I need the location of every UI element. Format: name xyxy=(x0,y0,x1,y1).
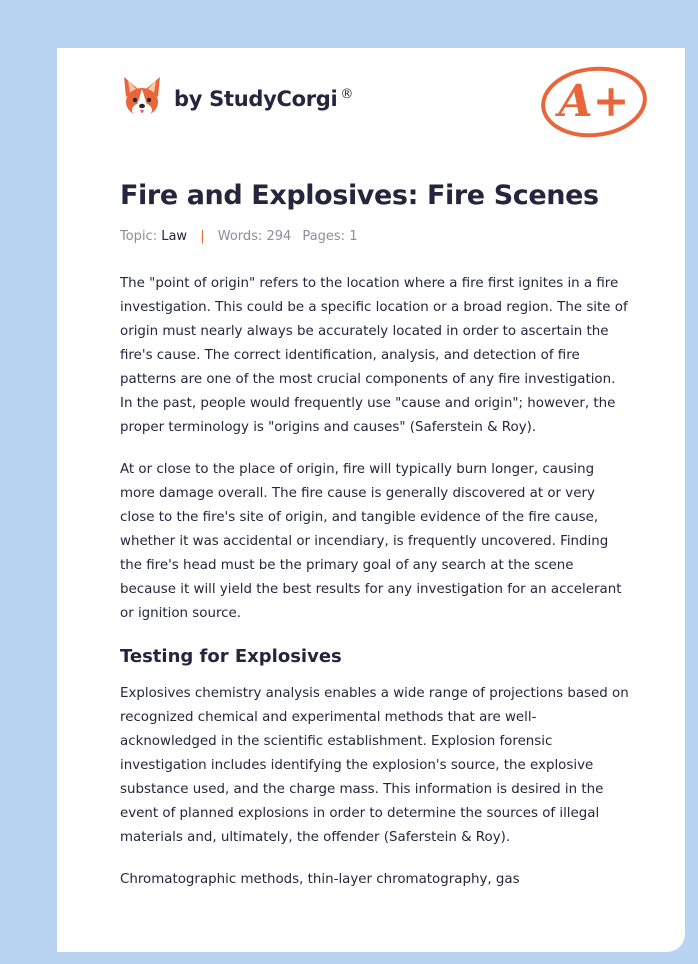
a-plus-grade-icon xyxy=(538,60,650,142)
words-value: 294 xyxy=(266,229,292,244)
brand-name: by StudyCorgi ® xyxy=(174,87,354,111)
article-body xyxy=(120,272,632,910)
page-title: Fire and Explosives: Fire Scenes xyxy=(120,180,599,211)
registered-mark: ® xyxy=(340,87,354,102)
pages-value: 1 xyxy=(349,229,358,244)
topic-link[interactable]: Law xyxy=(161,229,188,244)
grade-text: A+ xyxy=(558,76,630,127)
words-label: Words: xyxy=(217,229,263,244)
pages-label: Pages: xyxy=(302,229,346,244)
paragraph: The "point of origin" refers to the location where a fire first ignites in a fire investigation. This could be a specific location or a broad region. The site of origin must nearly always be accurately located in order to ascertain the fire's cause. The correct identification, analysis, and detection of fire patterns are one of the most crucial components of any fire investigation. In the past, people would frequently use "cause and origin"; however, the proper terminology is "origins and causes" (Saferstein & Roy). xyxy=(120,276,628,435)
topic-label: Topic: xyxy=(120,229,158,244)
studycorgi-logo[interactable] xyxy=(122,75,353,119)
paragraph: Chromatographic methods, thin-layer chromatography, gas xyxy=(120,872,520,887)
document-page xyxy=(57,48,685,952)
paragraph: Explosives chemistry analysis enables a wide range of projections based on recognized chemical and experimental methods that are well-acknowledged in the scientific establishment. Explosion forensic investigation includes identifying the explosion's source, the explosive substance used, and the charge mass. This information is desired in the event of planned explosions in order to determine the sources of illegal materials and, ultimately, the offender (Saferstein & Roy). xyxy=(120,686,629,845)
article-meta xyxy=(120,229,357,244)
corgi-icon xyxy=(122,75,162,119)
meta-separator: | xyxy=(200,229,205,244)
paragraph: At or close to the place of origin, fire will typically burn longer, causing more damage overall. The fire cause is generally discovered at or very close to the fire's site of origin, and tangible evidence of the fire cause, whether it was accidental or incendiary, is frequently uncovered. Finding the fire's head must be the primary goal of any search at the scene because it will yield the best results for any investigation for an accelerant or ignition source. xyxy=(120,462,622,621)
section-heading: Testing for Explosives xyxy=(120,646,342,667)
